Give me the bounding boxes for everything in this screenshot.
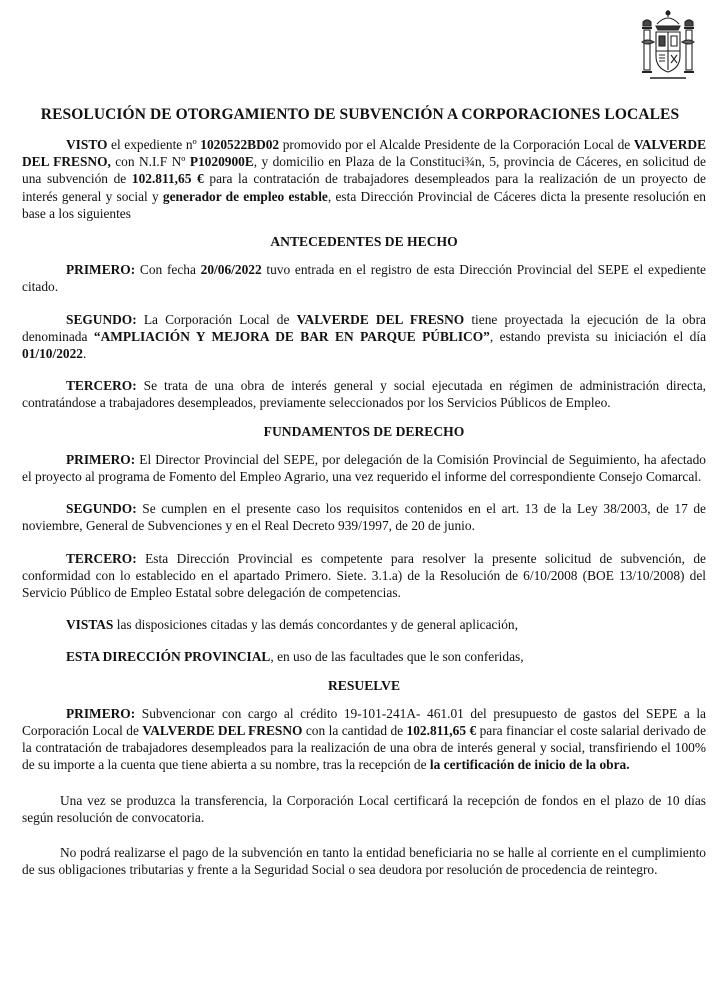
employment-phrase: generador de empleo estable <box>162 188 328 204</box>
text-span: las disposiciones citadas y las demás concordantes y de general aplicación, <box>113 617 518 633</box>
item-label: PRIMERO: <box>66 451 136 467</box>
item-label: PRIMERO: <box>66 705 136 721</box>
item-label: SEGUNDO: <box>66 501 137 517</box>
antecedente-primero <box>22 261 706 295</box>
section-heading-antecedentes: ANTECEDENTES DE HECHO <box>270 234 458 250</box>
visto-paragraph <box>22 136 706 222</box>
fundamento-primero <box>22 451 706 485</box>
item-label: TERCERO: <box>66 550 137 566</box>
spain-coat-of-arms-icon <box>640 8 696 86</box>
text-span: Se cumplen en el presente caso los requisitos contenidos en el art. 13 de la Ley 38/2003, de 17 de noviembre, General de Subvenciones y en el Real Decreto 939/1997, de 20 de junio. <box>22 501 706 534</box>
text-span: , en uso de las facultades que le son conferidas, <box>270 649 524 665</box>
text-span: con la cantidad de <box>302 723 407 739</box>
pago-paragraph: No podrá realizarse el pago de la subvención en tanto la entidad beneficiaria no se halle al corriente en el cumplimiento de sus obligaciones tributarias y frente a la Seguridad Social o sea deudora por resolución de procedencia de reintegro. <box>22 845 706 878</box>
item-label: SEGUNDO: <box>66 311 137 327</box>
start-date: 01/10/2022 <box>22 346 84 362</box>
text-span: Esta Dirección Provincial es competente para resolver la presente solicitud de subvención, de conformidad con lo establecido en el apartado Primero. Siete. 3.1.a) de la Resolución de 6/10/2008 (BOE 13/10/2008) del Servicio Público de Empleo Estatal sobre delegación de competencias. <box>22 550 706 601</box>
text-span: Con fecha <box>135 262 201 278</box>
direccion-paragraph <box>22 648 706 665</box>
text-span: el expediente nº <box>107 137 201 152</box>
fundamento-segundo <box>22 500 706 534</box>
corporation-name: VALVERDE DEL FRESNO, <box>22 137 707 170</box>
nif-value: P1020900E <box>189 154 254 170</box>
antecedente-tercero <box>22 377 706 411</box>
text-span: tiene proyectada la ejecución de la obra denominada <box>22 311 706 344</box>
resuelve-primero <box>22 705 706 774</box>
item-label: VISTAS <box>66 617 114 633</box>
entry-date: 20/06/2022 <box>200 262 262 278</box>
section-heading-resuelve: RESUELVE <box>327 677 401 693</box>
text-span: , estando prevista su iniciación el día <box>489 328 707 344</box>
text-span: El Director Provincial del SEPE, por delegación de la Comisión Provincial de Seguimiento, ha afectado el proyecto al programa de Fomento del Empleo Agrario, una vez requerido el informe del correspondiente Consejo Comarcal. <box>22 451 706 485</box>
text-span: . <box>83 346 87 362</box>
section-heading-fundamentos: FUNDAMENTOS DE DERECHO <box>263 423 465 439</box>
item-label: TERCERO: <box>66 378 137 394</box>
corporation-name: VALVERDE DEL FRESNO <box>296 311 465 327</box>
project-name: “AMPLIACIÓN Y MEJORA DE BAR EN PARQUE PÚBLICO” <box>93 328 490 344</box>
vistas-paragraph <box>22 616 706 633</box>
text-span: , y domicilio en Plaza de la Constituci¾n, 5, provincia de Cáceres, en solicitud de una subvención de <box>22 154 706 187</box>
text-span: La Corporación Local de <box>136 311 297 327</box>
text-span: tuvo entrada en el registro de esta Dirección Provincial del SEPE el expediente citado. <box>22 262 706 295</box>
text-span: Subvencionar con cargo al crédito 19-101-241A- 461.01 del presupuesto de gastos del SEPE a la Corporación Local de <box>22 705 706 739</box>
fundamento-tercero <box>22 550 706 602</box>
document-body <box>22 136 706 879</box>
text-span: , esta Dirección Provincial de Cáceres dicta la presente resolución en base a los siguientes <box>22 188 706 221</box>
text-span: Se trata de una obra de interés general y social ejecutada en régimen de administración directa, contratándose a trabajadores desempleados, previamente seleccionados por los Servicios Públicos de Empleo. <box>22 378 706 411</box>
item-label: ESTA DIRECCIÓN PROVINCIAL <box>66 649 271 665</box>
text-span: con N.I.F Nº <box>110 154 190 170</box>
text-span: para financiar el coste salarial derivado de la contratación de trabajadores desempleados para la realización de una obra de interés general y social, transfiriendo el 100% de su importe a la cuenta que tiene abierta a su nombre, tras la recepción de <box>22 723 707 773</box>
transferencia-paragraph: Una vez se produzca la transferencia, la Corporación Local certificará la recepción de fondos en el plazo de 10 días según resolución de convocatoria. <box>22 792 706 825</box>
text-span: para la contratación de trabajadores desempleados para la realización de un proyecto de interés general y social y <box>22 171 707 204</box>
antecedente-segundo <box>22 311 706 363</box>
item-label: PRIMERO: <box>66 262 136 278</box>
visto-keyword: VISTO <box>66 137 108 152</box>
certification-phrase: la certificación de inicio de la obra. <box>429 757 630 773</box>
corporation-name: VALVERDE DEL FRESNO <box>142 723 303 739</box>
subsidy-amount: 102.811,65 € <box>131 171 204 187</box>
text-span: promovido por el Alcalde Presidente de la Corporación Local de <box>279 137 634 152</box>
document-title: RESOLUCIÓN DE OTORGAMIENTO DE SUBVENCIÓN A CORPORACIONES LOCALES <box>40 106 680 123</box>
expediente-number: 1020522BD02 <box>200 137 280 152</box>
subsidy-amount: 102.811,65 € <box>406 723 477 739</box>
